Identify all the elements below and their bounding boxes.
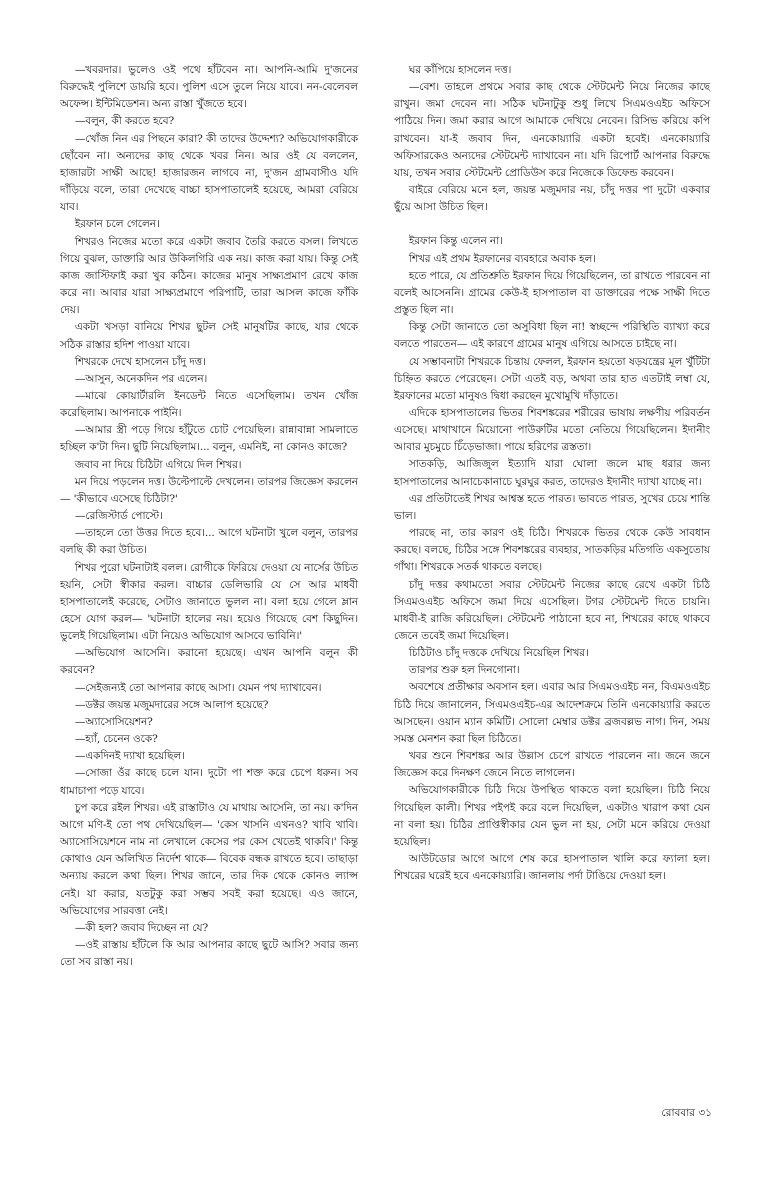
paragraph: —আসুন, অনেকদিন পর এলেন। [74, 372, 208, 385]
paragraph: শিখর এই প্রথম ইরফানের ব্যবহারে অবাক হল। [408, 252, 596, 265]
paragraph: ইরফান চলে গেলেন। [74, 218, 160, 231]
paragraph: আউটডোর আগে আগে শেষ করে হাসপাতাল খালি করে ফ্যালা হল। শিখরের ঘরেই হবে এনকোয়্যারি। জানলায় পর্দা টাঙিয়ে দেওয়া হল। [394, 853, 710, 883]
paragraph: শিখরকে দেখে হাসলেন চাঁদু দত্ত। [74, 355, 206, 368]
paragraph: যে সম্ভাবনাটা শিখরকে চিন্তায় ফেলল, ইরফান হয়তো ষড়যন্ত্রের মূল খুঁটিটা চিহ্নিত করতে পেরেছেন। সেটা এতই বড়, অথবা তার হাত এতটাই লম্বা যে, ইরফানের মতো মানুষও দ্বিধা করছেন মুখোমুখি দাঁড়াতে। [394, 355, 710, 402]
page-folio: রোববার ৩১ [661, 1107, 712, 1119]
paragraph: চাঁদু দত্তর কথামতো সবার স্টেটমেন্ট নিজের কাছে রেখে একটা চিঠি সিএমওএইচ অফিসে জমা দিয়ে এসেছিল। টগর স্টেটমেন্ট দিতে চায়নি। মাধবী-ই রাজি করিয়েছিল। স্টেটমেন্ট পাঠানো হবে না, শিখরের কাছে থাকবে জেনে তবেই জমা দিয়েছিল। [394, 578, 710, 642]
paragraph: শিখর পুরো ঘটনাটাই বলল। রোগীকে ফিরিয়ে দেওয়া যে নার্সের উচিত হয়নি, সেটা স্বীকার করল। বাচ্চার ডেলিভারি যে সে আর মাধবী হাসপাতালেই করেছে, সেটাও জানাতে ভুলল না। বলা হয়ে গেলে ম্লান হেসে যোগ করল— 'ঘটনাটা হালের নয়। হয়েও গিয়েছে বেশ কিছুদিন। ভুলেই গিয়েছিলাম। এটা নিয়েও অভিযোগ আসবে ভাবিনি।' [60, 561, 358, 643]
paragraph: —বেশ। তাহলে প্রথমে সবার কাছ থেকে স্টেটমেন্ট নিয়ে নিজের কাছে রাখুন। জমা দেবেন না। সঠিক ঘটনাটুকু শুধু লিখে সিএমওএইচ অফিসে পাঠিয়ে দিন। জমা করার আগে আমাকে দেখিয়ে নেবেন। রিসিভ করিয়ে কপি রাখবেন। যা-ই জবাব দিন, এনকোয়্যারি একটা হবেই। এনকোয়্যারি অফিসারকেও অন্যদের স্টেটমেন্ট দ্যাখাবেন না। যদি রিপোর্ট আপনার বিরুদ্ধে যায়, তখন সবার স্টেটমেন্ট প্রোডিউস করে নিজেকে ডিফেন্ড করবেন। [394, 81, 710, 179]
paragraph: —মাঝে কোয়ার্টারলি ইনডেন্ট নিতে এসেছিলাম। তখন খোঁজ করেছিলাম। আপনাকে পাইনি। [60, 389, 358, 420]
paragraph: চিঠিটাও চাঁদু দত্তকে দেখিয়ে নিয়েছিল শিখর। [408, 647, 589, 660]
paragraph: অবশেষে প্রতীক্ষার অবসান হল। এবার আর সিএমওএইচ নন, বিএমওএইচ চিঠি দিয়ে জানালেন, সিএমওএইচ-এর আদেশক্রমে তিনি এনকোয়্যারি করতে আসছেন। ওয়ান ম্যান কমিটি। সোলো মেম্বার ডক্টর ব্রজবল্লভ নাগ। দিন, সময় সমস্ত মেনশন করা ছিল চিঠিতে। [394, 681, 710, 745]
paragraph: বাইরে বেরিয়ে মনে হল, জয়ন্ত মজুমদার নয়, চাঁদু দত্তর পা দুটো একবার ছুঁয়ে আসা উচিত ছিল। [394, 184, 710, 214]
paragraph: —সেইজন্যই তো আপনার কাছে আসা। যেমন পথ দ্যাখাবেন। [74, 681, 322, 694]
paragraph: এর প্রতিটাতেই শিখর আশ্বস্ত হতে পারত। ভাবতে পারত, সুখের চেয়ে শান্তি ভাল। [394, 492, 710, 522]
paragraph: —অ্যাসোসিয়েশন? [74, 715, 153, 728]
paragraph: —খোঁজ নিন এর পিছনে কারা? কী তাদের উদ্দেশ্য? অভিযোগকারীকে ছোঁবেন না। অন্যদের কাছ থেকে খবর নিন। আর ওই যে বললেন, হাজারটা সাক্ষী আছে! হাজারজন লাগবে না, দু'জন গ্রামবাসীও যদি দাঁড়িয়ে বলে, তারা দেখেছে বাচ্চা হাসপাতালেই হয়েছে, আমরা বেরিয়ে যাব। [60, 132, 358, 214]
paragraph: একটা খসড়া বানিয়ে শিখর ছুটল সেই মানুষটির কাছে, যার থেকে সঠিক রাস্তার হদিশ পাওয়া যাবে। [60, 321, 358, 351]
paragraph: —বলুন, কী করতে হবে? [74, 115, 175, 128]
paragraph: হতে পারে, যে প্রতিশ্রুতি ইরফান দিয়ে গিয়েছিলেন, তা রাখতে পারবেন না বলেই আসেননি। গ্রামের কেউ-ই হাসপাতাল বা ডাক্তারের পক্ষে সাক্ষী দিতে প্রস্তুত ছিল না। [394, 269, 710, 317]
left-column [60, 62, 358, 971]
paragraph: —তাহলে তো উত্তর দিতে হবে।... আগে ঘটনাটা খুলে বলুন, তারপর বলছি কী করা উচিত। [60, 527, 358, 557]
paragraph: ঘর কাঁপিয়ে হাসলেন দত্ত। [408, 64, 512, 76]
paragraph: —অভিযোগ আসেনি। করানো হয়েছে। এখন আপনি বলুন কী করবেন? [60, 647, 358, 677]
paragraph: —কী হল? জবাব দিচ্ছেন না যে? [74, 921, 209, 934]
paragraph: —হ্যাঁ, চেনেন ওকে? [74, 733, 158, 746]
paragraph: চুপ করে রইল শিখর। এই রাস্তাটাও যে মাথায় আসেনি, তা নয়। ক'দিন আগে মণি-ই তো পথ দেখিয়েছিল— 'কেস খাসনি এখনও? খাবি খাবি। অ্যাসোসিয়েশনে নাম না লেখালে কেসের পর কেস খেতেই থাকবি।' কিন্তু কোথাও যেন অলিখিত নির্দেশ থাকে— বিবেক বন্ধক রাখতে হবে। তাছাড়া অন্যায় করলে কথা ছিল। শিখর জানে, তার দিক থেকে কোনও ল্যাপ্স নেই। যা করার, যতটুকু করা সম্ভব সবই করা হয়েছে। এও জানে, অভিযোগের সারবত্তা নেই। [60, 801, 358, 917]
paragraph: —খবরদার। ভুলেও ওই পথে হাঁটবেন না। আপনি-আমি দু'জনের বিরুদ্ধেই পুলিশে ডায়রি হবে। পুলিশ এসে তুলে নিয়ে যাবে। নন-বেলেবল অফেন্স। ইন্টিমিডেশন। অন্য রাস্তা খুঁজতে হবে। [60, 64, 358, 111]
paragraph: —ওই রাস্তায় হাঁটলে কি আর আপনার কাছে ছুটে আসি? সবার জন্য তো সব রাস্তা নয়। [60, 938, 358, 969]
paragraph: —আমার স্ত্রী পড়ে গিয়ে হাঁটুতে চোট পেয়েছিল। রান্নাবান্না সামলাতে হচ্ছিল ক'টা দিন। ছুটি নিয়েছিলাম।... বলুন, এমনিই, না কোনও কাজে? [60, 424, 358, 454]
paragraph: পারছে না, তার কারণ ওই চিঠি। শিখরকে ভিতর থেকে কেউ সাবধান করছে। বলছে, চিঠির সঙ্গে শিবশঙ্করের ব্যবহার, সাতকড়ির মতিগতি একসুতোয় গাঁথা। শিখরকে সতর্ক থাকতে বলছে। [394, 527, 710, 574]
right-column [394, 62, 710, 885]
paragraph: কিন্তু সেটা জানাতে তো অসুবিধা ছিল না! স্বচ্ছন্দে পরিস্থিতি ব্যাখ্যা করে বলতে পারতেন— এই কারণে গ্রামের মানুষ এগিয়ে আসতে চাইছে না। [394, 321, 710, 351]
paragraph: অভিযোগকারীকে চিঠি দিয়ে উপস্থিত থাকতে বলা হয়েছিল। চিঠি নিয়ে গিয়েছিল কালী। শিখর পইপই করে বলে দিয়েছিল, একটাও খারাপ কথা যেন না বলা হয়। চিঠির প্রাপ্তিস্বীকার যেন ভুল না হয়, সেটা মনে করিয়ে দেওয়া হয়েছিল। [394, 784, 710, 848]
paragraph: এদিকে হাসপাতালের ভিতর শিবশঙ্করের শরীরের ভাষায় লক্ষণীয় পরিবর্তন এসেছে। মাথাখানে মিয়োনো পাউরুটির মতো নেতিয়ে গিয়েছিলেন। ইদানীং আবার মুচমুচে চিঁড়েভাজা। পায়ে হরিণের ত্রস্ততা। [394, 406, 710, 454]
paragraph: —রেজিস্টার্ড পোস্টে। [74, 510, 163, 523]
paragraph: মন দিয়ে পড়লেন দত্ত। উল্টেপাল্টে দেখলেন। তারপর জিজ্ঞেস করলেন— 'কীভাবে এসেছে চিঠিটা?' [60, 475, 358, 505]
paragraph: —ডক্টর জয়ন্ত মজুমদারের সঙ্গে আলাপ হয়েছে? [74, 698, 269, 711]
paragraph: —একদিনই দ্যাখা হয়েছিল। [74, 750, 185, 763]
paragraph: তারপর শুরু হল দিনগোনা। [408, 664, 520, 677]
paragraph: —সোজা ওঁর কাছে চলে যান। দুটো পা শক্ত করে চেপে ধরুন। সব ধামাচাপা পড়ে যাবে। [60, 767, 358, 797]
paragraph: শিখরও নিজের মতো করে একটা জবাব তৈরি করতে বসল। লিখতে গিয়ে বুঝল, ডাক্তারি আর উকিলগিরি এক নয়। কাজ করা যায়। কিন্তু সেই কাজ জাস্টিফাই করা খুব কঠিন। কাজের মানুষ সাক্ষ্যপ্রমাণ রেখে কাজ করে না। আবার যারা সাক্ষ্যপ্রমাণে পরিপাটি, তারা আসল কাজে ফাঁকি দেয়। [60, 235, 358, 317]
paragraph: ইরফান কিন্তু এলেন না। [408, 235, 503, 248]
paragraph: সাতকড়ি, আজিজুল ইত্যাদি যারা ঘোলা জলে মাছ ধরার জন্য হাসপাতালের আনাচেকানাচে ঘুরঘুর করত, তাদেরও ইদানীং দ্যাখা যাচ্ছে না। [394, 458, 710, 488]
paragraph: জবাব না দিয়ে চিঠিটা এগিয়ে দিল শিখর। [74, 458, 242, 471]
paragraph: খবর শুনে শিবশঙ্কর আর উল্লাস চেপে রাখতে পারলেন না। জনে জনে জিজ্ঞেস করে দিনক্ষণ জেনে নিতে লাগলেন। [394, 750, 710, 780]
